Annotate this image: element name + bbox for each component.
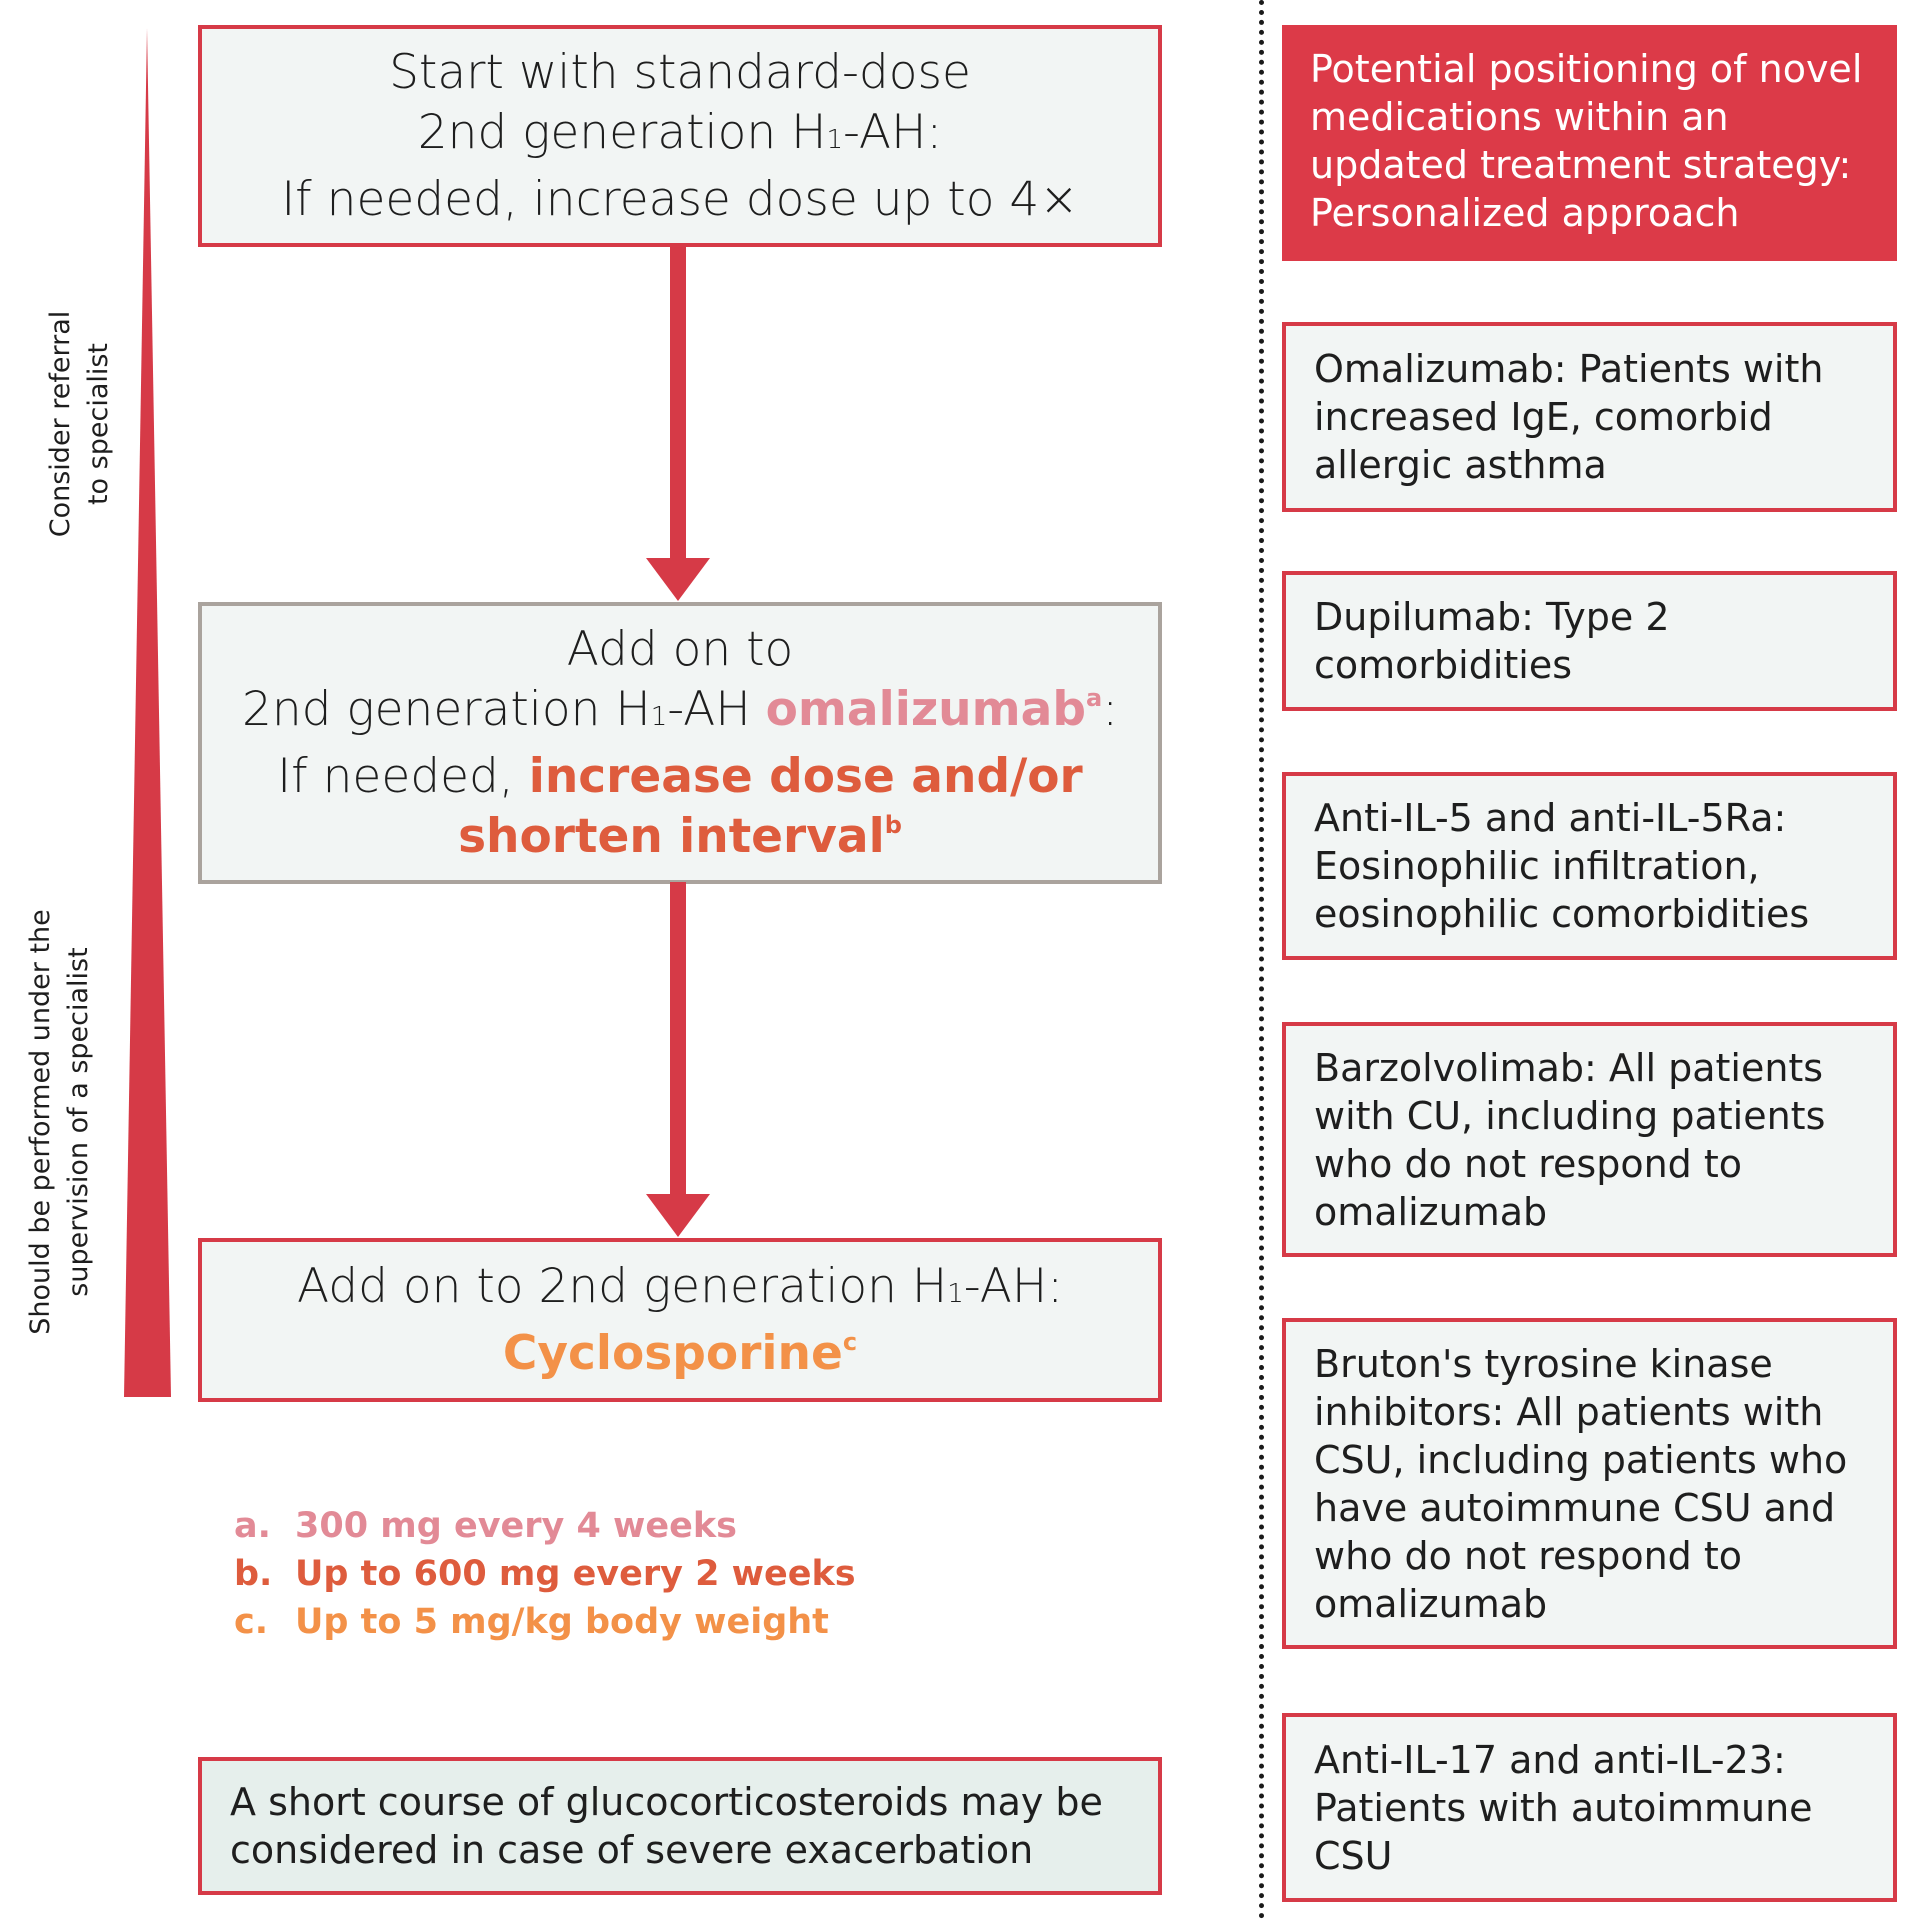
specialist-supervision-label xyxy=(22,909,98,1335)
step-1-line1: Start with standard-dose xyxy=(389,44,971,100)
escalation-wedge-shape xyxy=(124,28,171,1397)
medication-box-btk-inhibitors: Bruton's tyrosine kinase inhibitors: All patients with CSU, including patients who have autoimmune CSU and who do not respond to omalizumab xyxy=(1282,1318,1897,1649)
medication-box-dupilumab: Dupilumab: Type 2 comorbidities xyxy=(1282,571,1897,711)
arrow-step1-to-step2 xyxy=(646,245,710,603)
dotted-divider xyxy=(1259,0,1264,1920)
step-1-line2: 2nd generation H1-AH: xyxy=(417,104,943,160)
interval-highlight: shorten interval xyxy=(458,808,885,864)
medication-box-omalizumab: Omalizumab: Patients with increased IgE, comorbid allergic asthma xyxy=(1282,322,1897,512)
specialist-supervision-line1: Should be performed under the xyxy=(25,909,56,1335)
step-2-line3: If needed, increase dose and/or xyxy=(277,748,1083,804)
footnote-a: a. 300 mg every 4 weeks xyxy=(234,1506,737,1546)
step-2-text xyxy=(242,620,1118,867)
dosing-footnotes xyxy=(234,1502,856,1646)
arrow-head xyxy=(646,558,710,601)
arrow-shaft xyxy=(670,882,686,1197)
dose-highlight: increase dose and/or xyxy=(528,748,1083,804)
step-3-text xyxy=(297,1257,1063,1384)
footnote-b: b. Up to 600 mg every 2 weeks xyxy=(234,1554,856,1594)
consider-referral-line2: to specialist xyxy=(83,342,114,506)
arrow-shaft xyxy=(670,245,686,561)
cyclosporine-highlight: Cyclosporine xyxy=(502,1325,843,1381)
glucocorticosteroid-note xyxy=(198,1757,1162,1895)
step-1-box xyxy=(198,25,1162,247)
step-1-text xyxy=(281,43,1078,230)
medication-box-anti-il-17-il-23: Anti-IL-17 and anti-IL-23: Patients with autoimmune CSU xyxy=(1282,1713,1897,1902)
novel-medications-header: Potential positioning of novel medications within an updated treatment strategy: Personalized approach xyxy=(1282,25,1897,261)
step-2-box xyxy=(198,602,1162,884)
footnote-c: c. Up to 5 mg/kg body weight xyxy=(234,1602,829,1642)
step-2-line1: Add on to xyxy=(566,621,794,677)
step-2-line2: 2nd generation H1-AH omalizumab$^a$: xyxy=(241,681,1119,737)
step-3-box xyxy=(198,1238,1162,1402)
step-2-line4: shorten interval$^b$ xyxy=(458,808,902,864)
consider-referral-label xyxy=(42,311,118,538)
arrow-step2-to-step3 xyxy=(646,882,710,1239)
glucocorticosteroid-note-text: A short course of glucocorticosteroids may be considered in case of severe exacerbation xyxy=(230,1780,1103,1872)
medication-box-barzolvolimab: Barzolvolimab: All patients with CU, including patients who do not respond to omalizumab xyxy=(1282,1022,1897,1257)
arrow-head xyxy=(646,1194,710,1237)
step-3-line1: Add on to 2nd generation H1-AH: xyxy=(296,1258,1064,1314)
step-1-line3: If needed, increase dose up to 4× xyxy=(281,171,1079,227)
omalizumab-highlight: omalizumab xyxy=(765,681,1086,737)
step-3-line2: Cyclosporine$^c$ xyxy=(502,1325,858,1381)
consider-referral-line1: Consider referral xyxy=(45,310,76,538)
specialist-supervision-line2: supervision of a specialist xyxy=(63,947,94,1297)
medication-box-anti-il-5: Anti-IL-5 and anti-IL-5Ra: Eosinophilic infiltration, eosinophilic comorbidities xyxy=(1282,772,1897,960)
